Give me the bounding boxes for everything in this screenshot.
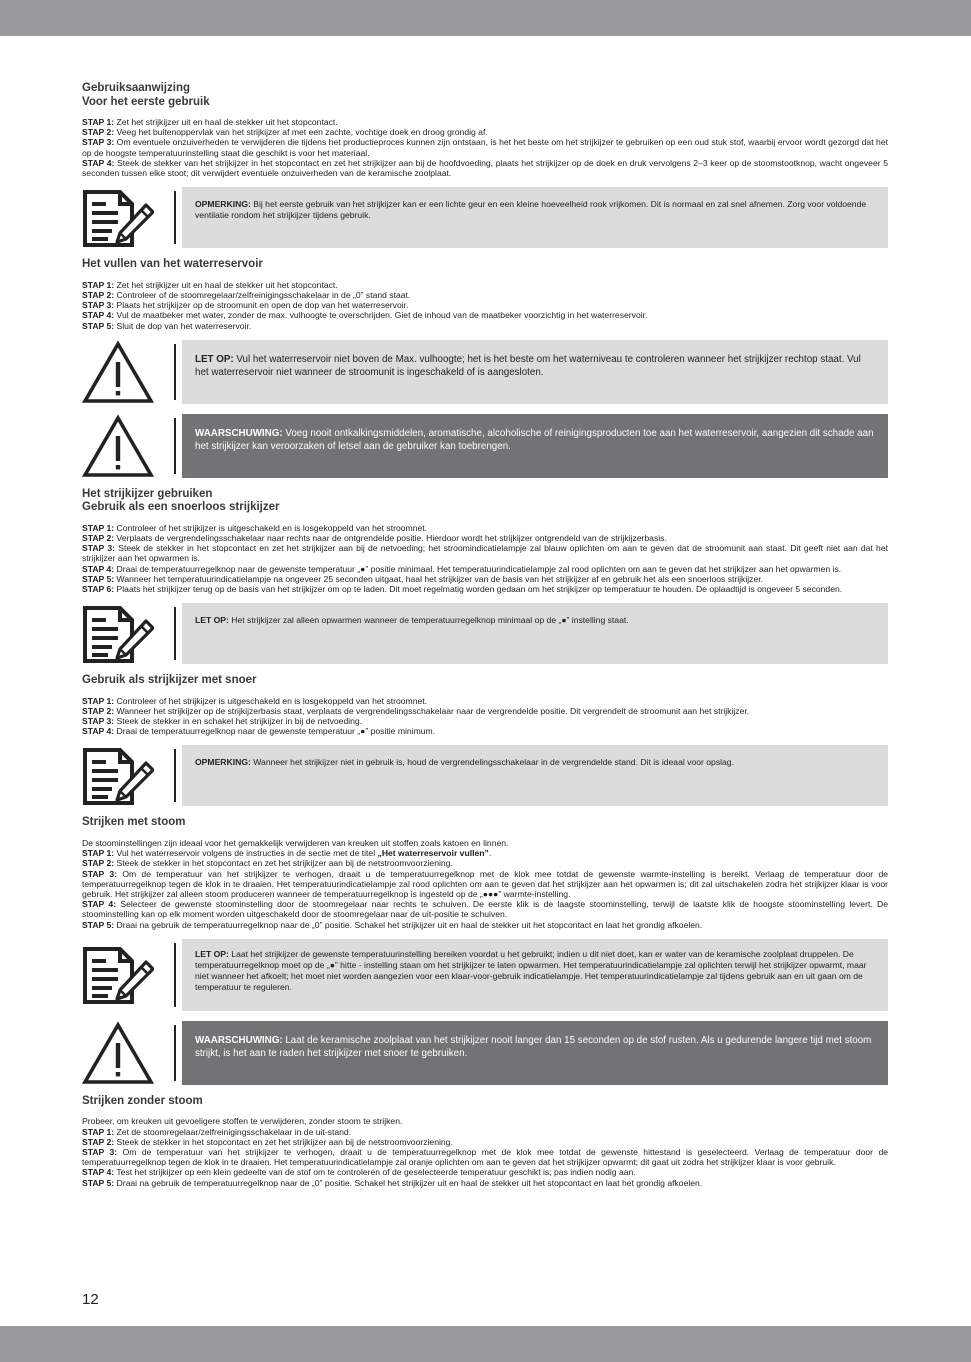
divider — [174, 344, 176, 400]
section-fill — [82, 258, 888, 478]
warning-triangle-icon — [82, 1021, 156, 1085]
step: STAP 6: Plaats het strijkijzer terug op de basis van het strijkijzer om op te laden. Dit moet regelmatig worden gedaan om het strijkijzer op temperatuur te houden. De oplaadtijd is ongeveer 5 seconden. — [82, 583, 843, 594]
section-title-fill: Het vullen van het waterreservoir — [82, 258, 263, 271]
steps-dry — [82, 1116, 888, 1187]
step: STAP 5: Draai na gebruik de temperatuurregelknop naar de „0” positie. Schakel het strijkijzer uit en haal de stekker uit het stopcontact en laat het grondig afkoelen. — [82, 919, 703, 930]
intro-text: De stoominstellingen zijn ideaal voor het gemakkelijk verwijderen van kreuken uit stoffen zoals katoen en linnen. — [82, 837, 509, 848]
step: STAP 4: Selecteer de gewenste stoominstelling door de stoomregelaar naar rechts te schuiven. De eerste klik is de laagste stoominstelling, terwijl de laatste klik de hoogste stoominstelling levert. De stoominstelling kan op elk moment worden uitgeschakeld door de stoomregelaar naar de uit-positie te schuiven. — [82, 899, 889, 920]
step: STAP 3: Plaats het strijkijzer op de stroomunit en open de dop van het waterreservoir. — [82, 300, 409, 311]
steps-first-use — [82, 117, 888, 178]
section-first-use — [82, 82, 888, 248]
step: STAP 3: Om de temperatuur van het strijkijzer te verhogen, draait u de temperatuurregelknop met de klok mee totdat de gewenste warmte-instelling is bereikt. Verlaag de temperatuur door de temperatuurregelknop tegen de klok in te draaien. Het temperatuurindicatielampje zal rood oplichten om aan te geven dat het strijkijzer aan het opwarmen is; dit zal uitschakelen zodra het strijkijzer klaar is voor gebruik. Het strijkijzer zal alleen stoom produceren wanneer de temperatuurregelknop is ingesteld op de „●●●” warmte-instelling. — [82, 868, 889, 899]
step: STAP 4: Draai de temperatuurregelknop naar de gewenste temperatuur „●” positie minimum. — [82, 726, 436, 737]
step: STAP 4: Steek de stekker van het strijkijzer in het stopcontact en zet het strijkijzer aan bij de hoofdvoeding, plaats het strijkijzer op de doek en druk vervolgens 2–3 keer op de stoomstootknop, wacht ongeveer 5 seconden tussen elke stoot; dit verwijdert eventuele onzuiverheden van de keramische zoolplaat. — [82, 157, 889, 179]
step: STAP 2: Verplaats de vergrendelingsschakelaar naar rechts naar de ontgrendelde positie. Hierdoor wordt het strijkijzer ontgrendeld van de strijkijzerbasis. — [82, 532, 667, 543]
caution-steam — [82, 939, 888, 1011]
divider — [174, 943, 176, 1007]
step: STAP 3: Om eventuele onzuiverheden te verwijderen die tijdens het productieproces kunnen zijn ontstaan, is het het beste om het strijkijzer te gebruiken op een oud stuk stof, waarbij ervoor wordt gezorgd dat het op de hoogste temperatuurinstelling staat die geschikt is voor het materiaal. — [82, 137, 888, 158]
caution-box: LET OP: Laat het strijkijzer de gewenste temperatuurinstelling bereiken voordat u het gebruikt; indien u dit niet doet, kan er water van de keramische zoolplaat druppelen. De temperatuurregelknop moet op de „●” hitte - instelling staan om het strijkijzer te laten opwarmen. Het temperatuurindicatielampje zal oplichten terwijl het strijkijzer opwarmt, maar niet wanneer het afkoelt; het moet niet worden aangezien voor een klaar-voor-gebruik indicatielampje. Het temperatuurindicatielampje zal tijdens gebruik aan en uit gaan om de temperatuur te reguleren. — [182, 939, 888, 1011]
warning-triangle-icon — [82, 414, 156, 478]
step: STAP 2: Controleer of de stoomregelaar/zelfreinigingsschakelaar in de „0” stand staat. — [82, 289, 411, 300]
step: STAP 1: Vul het waterreservoir volgens de instructies in de sectie met de titel „Het waterreservoir vullen”. — [82, 848, 492, 859]
section-title-corded: Gebruik als strijkijzer met snoer — [82, 674, 257, 687]
notepad-pen-icon — [82, 939, 156, 1011]
step: STAP 1: Zet het strijkijzer uit en haal de stekker uit het stopcontact. — [82, 279, 338, 290]
step: STAP 2: Steek de stekker in het stopcontact en zet het strijkijzer aan bij de netstroomvoorziening. — [82, 858, 453, 869]
step: STAP 4: Vul de maatbeker met water, zonder de max. vulhoogte te overschrijden. Giet de inhoud van de maatbeker voorzichtig in het waterreservoir. — [82, 310, 648, 321]
intro-text: Probeer, om kreuken uit gevoeligere stoffen te verwijderen, zonder stoom te strijken. — [82, 1116, 403, 1127]
divider — [174, 1025, 176, 1081]
warning-box: WAARSCHUWING: Voeg nooit ontkalkingsmiddelen, aromatische, alcoholische of reinigingsproducten toe aan het waterreservoir, aangezien dit schade aan het strijkijzer kan veroorzaken of letsel aan de gebruiker kan toebrengen. — [182, 414, 888, 478]
section-title-first-use: Voor het eerste gebruik — [82, 95, 210, 108]
caution-box: LET OP: Vul het waterreservoir niet boven de Max. vulhoogte; het is het beste om het waterniveau te controleren wanneer het strijkijzer rechtop staat. Vul het waterreservoir niet wanneer de stroomunit is ingeschakeld of is aangesloten. — [182, 340, 888, 404]
section-title-steam: Strijken met stoom — [82, 816, 186, 829]
warning-fill — [82, 414, 888, 478]
steps-corded — [82, 696, 888, 737]
caution-box: LET OP: Het strijkijzer zal alleen opwarmen wanneer de temperatuurregelknop minimaal op de „●” instelling staat. — [182, 603, 888, 664]
top-bar — [0, 0, 971, 36]
section-title-using: Het strijkijzer gebruiken — [82, 487, 213, 500]
step: STAP 3: Om de temperatuur van het strijkijzer te verhogen, draait u de temperatuurregelknop met de klok mee totdat de gewenste hittestand is geselecteerd. Verlaag de temperatuur door de temperatuurregelknop tegen de klok in te draaien. Het temperatuurindicatielampje zal oranje oplichten om aan te geven dat het strijkijzer opwarmt; dit gaat uit zodra het strijkijzer klaar is voor gebruik. — [82, 1146, 889, 1168]
note-first-use — [82, 187, 888, 248]
step: STAP 3: Steek de stekker in het stopcontact en zet het strijkijzer aan bij de netvoeding; het stroomindicatielampje zal blauw oplichten om aan te geven dat de stroomunit aan staat. Dit geeft niet aan dat het strijkijzer aan het opwarmen is. — [82, 543, 889, 564]
section-title-dry: Strijken zonder stoom — [82, 1094, 203, 1107]
step: STAP 2: Steek de stekker in het stopcontact en zet het strijkijzer aan bij de netstroomvoorziening. — [82, 1136, 453, 1147]
notepad-pen-icon — [82, 603, 156, 664]
divider — [174, 607, 176, 660]
note-corded — [82, 745, 888, 806]
section-corded — [82, 674, 888, 806]
divider — [174, 418, 176, 474]
step: STAP 4: Test het strijkijzer op een klein gedeelte van de stof om te controleren of de geselecteerde temperatuur geschikt is; pas indien nodig aan. — [82, 1167, 636, 1178]
section-dry — [82, 1095, 888, 1188]
step: STAP 1: Zet de stoomregelaar/zelfreinigingsschakelaar in de uit-stand. — [82, 1126, 352, 1137]
caution-fill — [82, 340, 888, 404]
steps-cordless — [82, 523, 888, 594]
warning-steam — [82, 1021, 888, 1085]
section-title-cordless: Gebruik als een snoerloos strijkijzer — [82, 501, 280, 514]
manual-content — [82, 82, 888, 1188]
step: STAP 5: Draai na gebruik de temperatuurregelknop naar de „0” positie. Schakel het strijkijzer uit en haal de stekker uit het stopcontact en laat het grondig afkoelen. — [82, 1177, 703, 1188]
steps-steam — [82, 838, 888, 930]
section-steam — [82, 816, 888, 1084]
note-box: OPMERKING: Bij het eerste gebruik van het strijkijzer kan er een lichte geur en een kleine hoeveelheid rook vrijkomen. Dit is normaal en zal snel afnemen. Zorg voor voldoende ventilatie rondom het strijkijzer tijdens gebruik. — [182, 187, 888, 248]
divider — [174, 191, 176, 244]
warning-box: WAARSCHUWING: Laat de keramische zoolplaat van het strijkijzer nooit langer dan 15 seconden op de stof rusten. Als u gedurende langere tijd met stoom strijkt, is het aan te raden het strijkijzer met snoer te gebruiken. — [182, 1021, 888, 1085]
step: STAP 1: Controleer of het strijkijzer is uitgeschakeld en is losgekoppeld van het stroomnet. — [82, 522, 428, 533]
step: STAP 1: Zet het strijkijzer uit en haal de stekker uit het stopcontact. — [82, 117, 338, 127]
warning-triangle-icon — [82, 340, 156, 404]
section-cordless — [82, 488, 888, 664]
notepad-pen-icon — [82, 745, 156, 806]
page-number: 12 — [82, 1291, 99, 1308]
note-box: OPMERKING: Wanneer het strijkijzer niet in gebruik is, houd de vergrendelingsschakelaar in de vergrendelde stand. Dit is ideaal voor opslag. — [182, 745, 888, 806]
step: STAP 3: Steek de stekker in en schakel het strijkijzer in bij de netvoeding. — [82, 716, 363, 727]
bottom-bar — [0, 1326, 971, 1362]
step: STAP 2: Wanneer het strijkijzer op de strijkijzerbasis staat, verplaats de vergrendelingsschakelaar naar de vergrendelde positie. Dit vergrendelt de stroomunit aan het strijkijzer. — [82, 705, 750, 716]
step: STAP 4: Draai de temperatuurregelknop naar de gewenste temperatuur „●” positie minimaal. Het temperatuurindicatielampje zal rood oplichten om aan te geven dat het strijkijzer aan het opwarmen is. — [82, 563, 842, 574]
step: STAP 2: Veeg het buitenoppervlak van het strijkijzer af met een zachte, vochtige doek en droog grondig af. — [82, 127, 488, 138]
step: STAP 5: Wanneer het temperatuurindicatielampje na ongeveer 25 seconden uitgaat, haal het strijkijzer van de basis van het strijkijzer af en gebruik het als een snoerloos strijkijzer. — [82, 573, 764, 584]
step: STAP 5: Sluit de dop van het waterreservoir. — [82, 320, 252, 331]
section-title-instructions: Gebruiksaanwijzing — [82, 82, 190, 94]
notepad-pen-icon — [82, 187, 156, 248]
caution-cordless — [82, 603, 888, 664]
steps-fill — [82, 280, 888, 331]
divider — [174, 749, 176, 802]
step: STAP 1: Controleer of het strijkijzer is uitgeschakeld en is losgekoppeld van het stroomnet. — [82, 695, 428, 706]
